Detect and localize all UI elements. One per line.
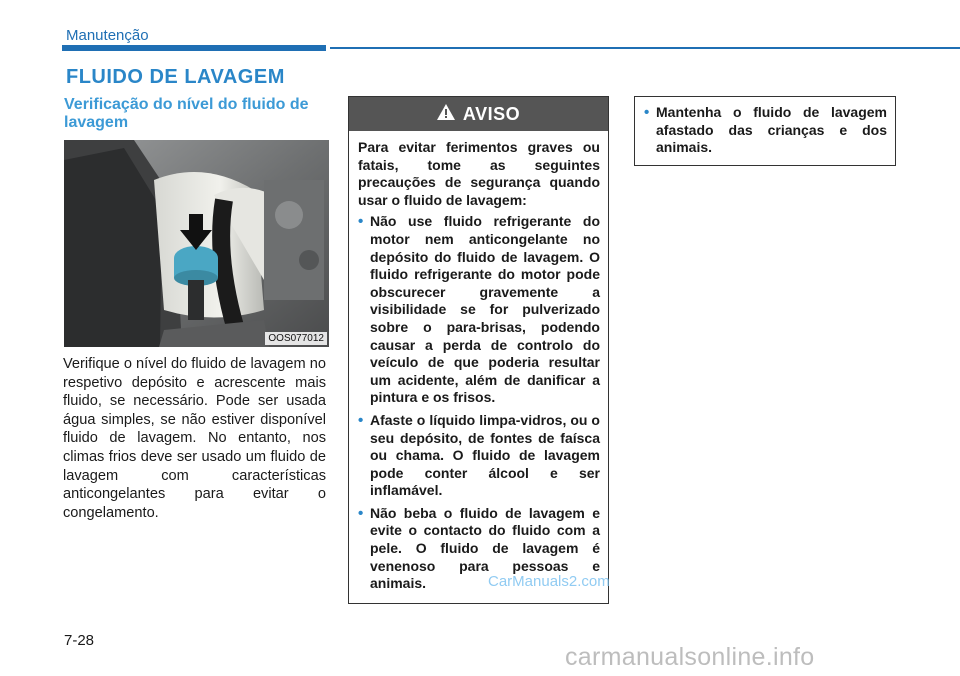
figure-code: OOS077012 — [265, 332, 327, 345]
warning-triangle-icon — [437, 104, 455, 125]
warning-bullet — [358, 412, 600, 500]
page-number: 7-28 — [64, 632, 95, 649]
watermark-carmanuals2: CarManuals2.com — [488, 573, 610, 590]
watermark-carmanualsonline: carmanualsonline.info — [565, 643, 815, 671]
bullet-dot: • — [644, 104, 650, 121]
bullet-dot: • — [358, 213, 364, 231]
section-body: Verifique o nível do fluido de lavagem no respetivo depósito e acrescente mais fluido, se necessário. Pode ser usada água simples, se não estiver disponível fluido de lavagem. No entanto, nos climas frios deve ser usado um fluido de lavagem com características anticongelantes para evitar o congelamento. — [63, 356, 326, 521]
page-title: FLUIDO DE LAVAGEM — [66, 66, 285, 88]
warning-header — [349, 97, 608, 131]
continued-warning-box — [634, 96, 896, 166]
bullet-dot: • — [358, 504, 364, 522]
warning-bullet-text: Não use fluido refrigerante do motor nem anticongelante no depósito do fluido de lavagem. O fluido refrigerante do motor pode obscurecer gravemente a visibilidade se for pulverizado sobre o para-brisas, podendo causar a perda de controlo do veículo de que poderia resultar um acidente, além de danificar a pintura e os frisos. — [370, 213, 600, 406]
warning-bullet-text: Não beba o fluido de lavagem e evite o contacto do fluido com a pele. O fluido de lavagem é venenoso para pessoas e animais. — [370, 504, 600, 592]
warning-heading: AVISO — [462, 103, 521, 124]
warning-bullet — [358, 213, 600, 407]
header-bar-thick — [62, 45, 326, 51]
chapter-label: Manutenção — [66, 27, 149, 44]
down-arrow-icon — [180, 214, 212, 250]
section-title: Verificação do nível do fluido de lavagem — [64, 96, 309, 131]
warning-box — [348, 96, 609, 604]
warning-intro: Para evitar ferimentos graves ou fatais, tome as seguintes precauções de segurança quando usar o fluido de lavagem: — [358, 139, 600, 208]
engine-bay-photo — [64, 140, 329, 347]
warning-bullet-text: Mantenha o fluido de lavagem afastado das crianças e dos animais. — [656, 104, 887, 156]
warning-bullet-text: Afaste o líquido limpa-vidros, ou o seu depósito, de fontes de faísca ou chama. O fluido de lavagem pode conter álcool e ser inflamável. — [370, 411, 600, 499]
header-bar-thin — [330, 47, 960, 49]
warning-bullet — [644, 104, 887, 157]
bullet-dot: • — [358, 411, 364, 429]
